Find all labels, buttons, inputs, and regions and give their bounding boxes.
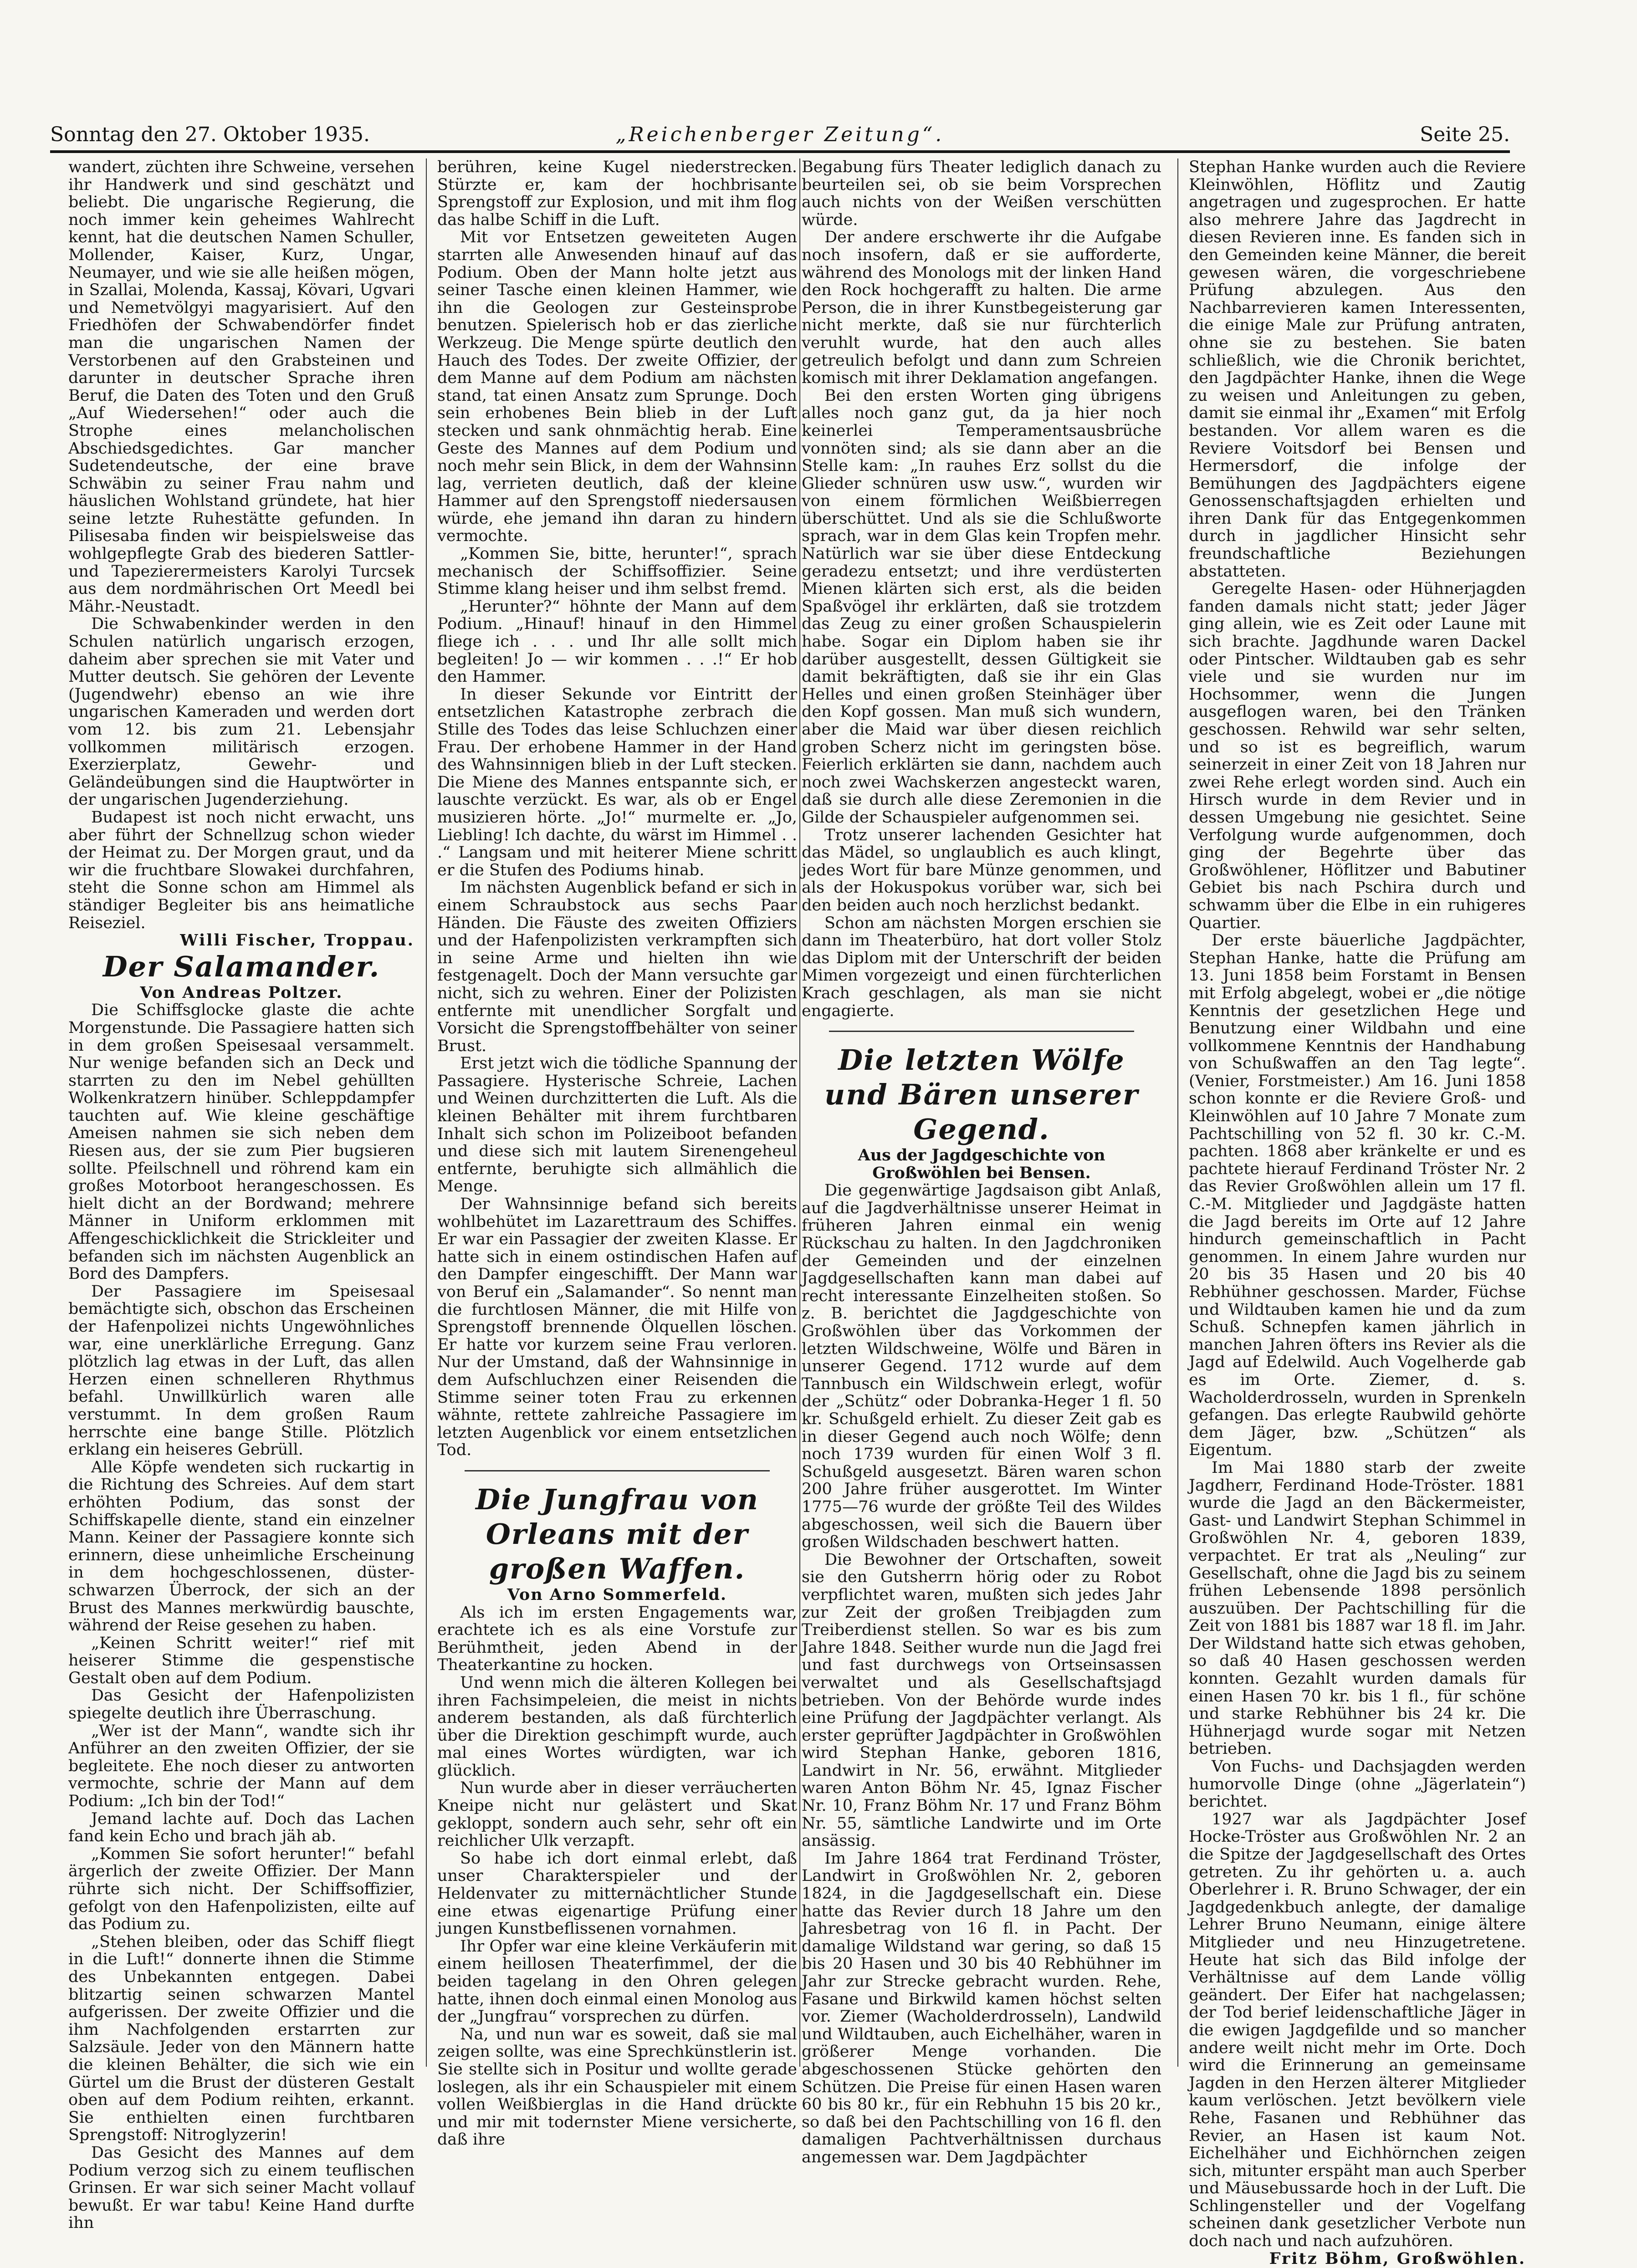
- paragraph: „Keinen Schritt weiter!“ rief mit heiserer Stimme die gespenstische Gestalt oben auf dem Podium.: [68, 1634, 414, 1687]
- paragraph: Im Jahre 1864 trat Ferdinand Tröster, Landwirt in Großwöhlen Nr. 2, geboren 1824, in die Jagdgesellschaft ein. Diese hatte das Revier durch 18 Jahre um den Jahresbetrag von 16 fl. in Pacht. Der damalige Wildstand war gering, so daß 15 bis 20 Hasen und 30 bis 40 Rebhühner im Jahr zur Strecke gebracht wurden. Rehe, Fasane und Birkwild kamen höchst selten vor. Ziemer (Wacholderdrosseln), Landwild und Wildtauben, auch Eichelhäher, waren in größerer Menge vorhanden. Die abgeschossenen Stücke gehörten den Schützen. Die Preise für einen Hasen waren 60 bis 80 kr., für ein Rebhuhn 15 bis 20 kr., so daß bei den Pachtschilling von 16 fl. den damaligen Pachtverhältnissen durchaus angemessen war. Dem Jagdpächter: [802, 1849, 1161, 2166]
- page-number: Seite 25.: [1420, 123, 1510, 146]
- paragraph: „Kommen Sie, bitte, herunter!“, sprach mechanisch der Schiffsoffizier. Seine Stimme klang heiser und ihm selbst fremd.: [437, 545, 797, 598]
- paragraph: In dieser Sekunde vor Eintritt der entsetzlichen Katastrophe zerbrach die Stille des Todes das leise Schluchzen einer Frau. Der erhobene Hammer in der Hand des Wahnsinnigen blieb in der Luft stecken. Die Miene des Mannes entspannte sich, er lauschte verzückt. Es war, als ob er Engel musizieren hörte. „Jo!“ murmelte er. „Jo, Liebling! Ich dachte, du wärst im Himmel . . .“ Langsam und mit heiterer Miene schritt er die Stufen des Podiums hinab.: [437, 685, 797, 879]
- paragraph: Nun wurde aber in dieser verräucherten Kneipe nicht nur gelästert und Skat gekloppt, sondern auch sehr, sehr oft ein reichlicher Ulk verzapft.: [437, 1779, 797, 1850]
- paragraph: Ihr Opfer war eine kleine Verkäuferin mit einem heillosen Theaterfimmel, der die beiden tagelang in den Ohren gelegen hatte, ihnen doch einmal einen Monolog aus der „Jungfrau“ vorsprechen zu dürfen.: [437, 1937, 797, 2026]
- column-rule: [799, 158, 800, 2067]
- paragraph: wandert, züchten ihre Schweine, versehen ihr Handwerk und sind geschätzt und beliebt. Die ungarische Regierung, die noch immer kein geheimes Wahlrecht kennt, hat die deutschen Namen Schuller, Mollender, Kaiser, Kurz, Ungar, Neumayer, und wie sie alle heißen mögen, in Szallai, Molenda, Kassaj, Kövari, Ugvari und Nemetvölgyi magyarisiert. Auf den Friedhöfen der Schwabendörfer findet man die ungarischen Namen der Verstorbenen auf den Grabsteinen und darunter in deutscher Sprache ihren Beruf, die Daten des Toten und den Gruß „Auf Wiedersehen!“ oder auch die Strophe eines melancholischen Abschiedsgedichtes. Gar mancher Sudetendeutsche, der eine brave Schwäbin zu seiner Frau nahm und häuslichen Wohlstand gründete, hat hier seine letzte Ruhestätte gefunden. In Pilisesaba finden wir beispielsweise das wohlgepflegte Grab des biederen Sattler- und Tapezierermeisters Karolyi Turcsek aus dem nordmährischen Ort Meedl bei Mähr.-Neustadt.: [68, 158, 414, 616]
- paragraph: Budapest ist noch nicht erwacht, uns aber führt der Schnellzug schon wieder der Heimat zu. Der Morgen graut, und da wir die fruchtbare Slowakei durchfahren, steht die Sonne schon am Himmel als ständiger Begleiter bis ans heimatliche Reiseziel.: [68, 808, 414, 932]
- paragraph: Begabung fürs Theater lediglich danach zu beurteilen sei, ob sie beim Vorsprechen auch nichts von der Weißen verschütten würde.: [802, 158, 1161, 229]
- newspaper-title: „Reichenberger Zeitung“.: [615, 123, 945, 146]
- paragraph: berühren, keine Kugel niederstrecken. Stürzte er, kam der hochbrisante Sprengstoff zur Explosion, und mit ihm flog das halbe Schiff in die Luft.: [437, 158, 797, 229]
- article-headline: Der Salamander.: [102, 950, 380, 983]
- column-4: [1189, 158, 1526, 2268]
- paragraph: Als ich im ersten Engagements war, erachtete ich es als eine Vorstufe zur Berühmtheit, jeden Abend in der Theaterkantine zu hocken.: [437, 1603, 797, 1675]
- paragraph: Der Passagiere im Speisesaal bemächtigte sich, obschon das Erscheinen der Hafenpolizei nichts Ungewöhnliches war, eine unerklärliche Erregung. Ganz plötzlich lag etwas in der Luft, das allen Herzen einen schnelleren Rhythmus befahl. Unwillkürlich waren alle verstummt. In dem großen Raum herrschte eine bange Stille. Plötzlich erklang ein heiseres Gebrüll.: [68, 1282, 414, 1459]
- paragraph: Von Fuchs- und Dachsjagden werden humorvolle Dinge (ohne „Jägerlatein“) berichtet.: [1189, 1757, 1526, 1811]
- paragraph: Die Schwabenkinder werden in den Schulen natürlich ungarisch erzogen, daheim aber sprechen sie mit Vater und Mutter deutsch. Sie gehören der Levente (Jugendwehr) ebenso an wie ihre ungarischen Kameraden und werden dort vom 12. bis zum 21. Lebensjahr vollkommen militärisch erzogen. Exerzierplatz, Gewehr- und Geländeübungen sind die Hauptwörter in der ungarischen Jugenderziehung.: [68, 615, 414, 809]
- paragraph: Schon am nächsten Morgen erschien sie dann im Theaterbüro, hat dort voller Stolz das Diplom mit der Unterschrift der beiden Mimen vorgezeigt und einen fürchterlichen Krach geschlagen, als man sie nicht engagierte.: [802, 914, 1161, 1020]
- paragraph: Der Wahnsinnige befand sich bereits wohlbehütet im Lazarettraum des Schiffes. Er war ein Passagier der zweiten Klasse. Er hatte sich in einem ostindischen Hafen auf den Dampfer eingeschifft. Der Mann war von Beruf ein „Salamander“. So nennt man die furchtlosen Männer, die mit Hilfe von Sprengstoff brennende Ölquellen löschen. Er hatte vor kurzem seine Frau verloren. Nur der Umstand, daß der Wahnsinnige in dem Aufschluchzen einer Reisenden die Stimme seiner toten Frau zu erkennen wähnte, rettete zahlreiche Passagiere im letzten Augenblick vor einem entsetzlichen Tod.: [437, 1195, 797, 1460]
- paragraph: Erst jetzt wich die tödliche Spannung der Passagiere. Hysterische Schreie, Lachen und Weinen durchzitterten die Luft. Als die kleinen Behälter mit ihrem furchtbaren Inhalt sich schon im Polizeiboot befanden und diese sich mit lautem Sirenengeheul entfernte, beruhigte sich allmählich die Menge.: [437, 1054, 797, 1196]
- paragraph: „Stehen bleiben, oder das Schiff fliegt in die Luft!“ donnerte ihnen die Stimme des Unbekannten entgegen. Dabei blitzartig seinen schwarzen Mantel aufgerissen. Der zweite Offizier und die ihm Nachfolgenden erstarrten zur Salzsäule. Jeder von den Männern hatte die kleinen Behälter, die sich wie ein Gürtel um die Brust der düsteren Gestalt oben auf dem Podium reihten, erkannt. Sie enthielten einen furchtbaren Sprengstoff: Nitroglyzerin!: [68, 1932, 414, 2145]
- article-byline: Von Andreas Poltzer.: [140, 983, 343, 1002]
- paragraph: „Kommen Sie sofort herunter!“ befahl ärgerlich der zweite Offizier. Der Mann rührte sich nicht. Der Schiffsoffizier, gefolgt von den Hafenpolizisten, eilte auf das Podium zu.: [68, 1844, 414, 1934]
- article-signature: Willi Fischer, Troppau.: [180, 931, 414, 950]
- header-rule: [50, 150, 1510, 153]
- paragraph: Geregelte Hasen- oder Hühnerjagden fanden damals nicht statt; jeder Jäger ging allein, wie es Zeit oder Laune mit sich brachte. Jagdhunde waren Dackel oder Pintscher. Wildtauben gab es sehr viele und sie wurden nur im Hochsommer, wenn die Jungen ausgeflogen waren, bei den Tränken geschossen. Rehwild war sehr selten, und so ist es begreiflich, warum seinerzeit in einer Zeit von 18 Jahren nur zwei Rehe erlegt worden sind. Auch ein Hirsch wurde in dem Revier und in dessen Umgebung nie gesichtet. Seine Verfolgung wurde aufgenommen, doch ging der Begehrte über das Großwöhlener, Höflitzer und Babutiner Gebiet bis nach Pschira durch und schwamm über die Elbe in ein ruhigeres Quartier.: [1189, 580, 1526, 932]
- column-rule: [1177, 158, 1178, 2067]
- paragraph: Die gegenwärtige Jagdsaison gibt Anlaß, auf die Jagdverhältnisse unserer Heimat in früheren Jahren einmal ein wenig Rückschau zu halten. In den Jagdchroniken der Gemeinden und der einzelnen Jagdgesellschaften kann man dabei auf recht interessante Einzelheiten stoßen. So z. B. berichtet die Jagdgeschichte von Großwöhlen über das Vorkommen der letzten Wildschweine, Wölfe und Bären in unserer Gegend. 1712 wurde auf dem Tannbusch ein Wildschwein erlegt, wofür der „Schütz“ oder Dobranka-Heger 1 fl. 50 kr. Schußgeld erhielt. Zu dieser Zeit gab es in dieser Gegend auch noch Wölfe; denn noch 1739 wurden für einen Wolf 3 fl. Schußgeld ausgesetzt. Bären waren schon 200 Jahre früher ausgerottet. Im Winter 1775—76 wurde der größte Teil des Wildes abgeschossen, weil sich die Bauern über großen Wildschaden beschwert hatten.: [802, 1181, 1161, 1552]
- paragraph: Im Mai 1880 starb der zweite Jagdherr, Ferdinand Hode-Tröster. 1881 wurde die Jagd an den Bäckermeister, Gast- und Landwirt Stephan Schimmel in Großwöhlen Nr. 4, geboren 1839, verpachtet. Er trat als „Neuling“ zur Gesellschaft, ohne die Jagd bis zu seinem frühen Lebensende 1898 persönlich auszuüben. Der Pachtschilling für die Zeit von 1881 bis 1887 war 18 fl. im Jahr. Der Wildstand hatte sich etwas gehoben, so daß 40 Hasen geschossen werden konnten. Gezahlt wurden damals für einen Hasen 70 kr. bis 1 fl., für schöne und starke Rebhühner bis 24 kr. Die Hühnerjagd wurde sogar mit Netzen betrieben.: [1189, 1458, 1526, 1758]
- paragraph: Trotz unserer lachenden Gesichter hat das Mädel, so unglaublich es auch klingt, jedes Wort für bare Münze genommen, und als der Hokuspokus vorüber war, sich bei den beiden auch noch herzlichst bedankt.: [802, 826, 1161, 914]
- issue-date: Sonntag den 27. Oktober 1935.: [50, 123, 370, 146]
- paragraph: Die Bewohner der Ortschaften, soweit sie den Gutsherrn hörig oder zu Robot verpflichtet waren, mußten sich jedes Jahr zur Zeit der großen Treibjagden zum Treiberdienst stellen. So war es bis zum Jahre 1848. Seither wurde nun die Jagd frei und fast durchwegs von Ortseinsassen verwaltet und als Gesellschaftsjagd betrieben. Von der Behörde wurde indes eine Prüfung der Jagdpächter verlangt. Als erster geprüfter Jagdpächter in Großwöhlen wird Stephan Hanke, geboren 1816, Landwirt in Nr. 56, erwähnt. Mitglieder waren Anton Böhm Nr. 45, Ignaz Fischer Nr. 10, Franz Böhm Nr. 17 und Franz Böhm Nr. 55, sämtliche Landwirte und im Orte ansässig.: [802, 1550, 1161, 1850]
- paragraph: So habe ich dort einmal erlebt, daß unser Charakterspieler und der Heldenvater zu mitternächtlicher Stunde eine etwas eigenartige Prüfung einer jungen Kunstbeflissenen vornahmen.: [437, 1849, 797, 1938]
- page-header: [50, 114, 1510, 155]
- paragraph: 1927 war als Jagdpächter Josef Hocke-Tröster aus Großwöhlen Nr. 2 an die Spitze der Jagdgesellschaft des Ortes getreten. Zu ihr gehörten u. a. auch Oberlehrer i. R. Bruno Schwager, der ein Jagdgedenkbuch anlegte, der damalige Lehrer Bruno Neumann, einige ältere Mitglieder und neu Hinzugetretene. Heute hat sich das Bild infolge der Verhältnisse auf dem Lande völlig geändert. Der Eifer hat nachgelassen; der Tod berief leidenschaftliche Jäger in die ewigen Jagdgefilde und so mancher andere weilt nicht mehr im Orte. Doch wird die Erinnerung an gemeinsame Jagden in den Herzen älterer Mitglieder kaum verlöschen. Jetzt bevölkern viele Rehe, Fasanen und Rebhühner das Revier, an Hasen ist kaum Not. Eichelhäher und Eichhörnchen zeigen sich, mitunter erspäht man auch Sperber und Mäusebussarde hoch in der Luft. Die Schlingensteller und der Vogelfang scheinen dank gesetzlicher Verbote nun doch nach und nach aufzuhören.: [1189, 1810, 1526, 2251]
- article-headline: Die letzten Wölfe und Bären unserer Gegend.: [824, 1043, 1139, 1146]
- paragraph: Der andere erschwerte ihr die Aufgabe noch insofern, daß er sie aufforderte, während des Monologs mit der linken Hand den Rock hochgerafft zu halten. Die arme Person, die in ihrer Kunstbegeisterung gar nicht merkte, daß sie nur fürchterlich veruhlt wurde, hat den auch alles getreulich befolgt und dann zum Schreien komisch mit ihrer Deklamation angefangen.: [802, 228, 1161, 388]
- article-byline: Von Arno Sommerfeld.: [507, 1585, 727, 1604]
- paragraph: Jemand lachte auf. Doch das Lachen fand kein Echo und brach jäh ab.: [68, 1809, 414, 1846]
- column-1: [68, 158, 414, 2232]
- article-separator: [829, 1031, 1134, 1032]
- article-headline: Die Jungfrau von Orleans mit der großen Waffen.: [476, 1482, 759, 1585]
- paragraph: „Herunter?“ höhnte der Mann auf dem Podium. „Hinauf! hinauf in den Himmel fliege ich . . . und Ihr alle sollt mich begleiten! Jo — wir kommen . . .!“ Er hob den Hammer.: [437, 597, 797, 686]
- paragraph: Die Schiffsglocke glaste die achte Morgenstunde. Die Passagiere hatten sich in dem großen Speisesaal versammelt. Nur wenige befanden sich an Deck und starrten zu den im Nebel gehüllten Wolkenkratzern hinüber. Schleppdampfer tauchten auf. Wie kleine geschäftige Ameisen nahmen sie sich neben dem Riesen aus, der sie zum Pier bugsieren sollte. Pfeilschnell und röhrend kam ein großes Motorboot herangeschossen. Es hielt dicht an der Bordwand; mehrere Männer in Uniform erklommen mit Affengeschicklichkeit die Strickleiter und befanden sich im nächsten Augenblick an Bord des Dampfers.: [68, 1001, 414, 1283]
- paragraph: Das Gesicht der Hafenpolizisten spiegelte deutlich ihre Überraschung.: [68, 1686, 414, 1723]
- paragraph: Bei den ersten Worten ging übrigens alles noch ganz gut, da ja hier noch keinerlei Temperamentsausbrüche vonnöten sind; als sie dann aber an die Stelle kam: „In rauhes Erz sollst du die Glieder schnüren usw usw.“, wurden wir von einem förmlichen Weißbierregen überschüttet. Und als sie die Schlußworte sprach, war in dem Glas kein Tropfen mehr. Natürlich war sie über diese Entdeckung geradezu entsetzt; und ihre verdüsterten Mienen klärten sich erst, als die beiden Spaßvögel ihr erklärten, daß sie trotzdem das Zeug zu einer großen Schauspielerin habe. Sogar ein Diplom haben sie ihr darüber ausgestellt, dessen Gültigkeit sie damit bekräftigten, daß sie ihr ein Glas Helles und einen großen Steinhäger über den Kopf gossen. Man muß sich wundern, aber die Maid war über diesen reichlich groben Scherz nicht im geringsten böse. Feierlich erklärten sie dann, nachdem auch noch zwei Wachskerzen angesteckt waren, daß sie durch alle diese Zeremonien in die Gilde der Schauspieler aufgenommen sei.: [802, 386, 1161, 827]
- column-2: [437, 158, 797, 2149]
- article-signature: Fritz Böhm, Großwöhlen.: [1269, 2249, 1526, 2268]
- paragraph: Das Gesicht des Mannes auf dem Podium verzog sich zu einem teuflischen Grinsen. Er war sich seiner Macht vollauf bewußt. Er war tabu! Keine Hand durfte ihn: [68, 2143, 414, 2232]
- paragraph: Alle Köpfe wendeten sich ruckartig in die Richtung des Schreies. Auf dem start erhöhten Podium, das sonst der Schiffskapelle diente, stand ein einzelner Mann. Keiner der Passagiere konnte sich erinnern, diese unheimliche Erscheinung in dem hochgeschlossenen, düster-schwarzen Überrock, der sich an der Brust des Mannes merkwürdig bauschte, während der Reise gesehen zu haben.: [68, 1458, 414, 1635]
- article-separator: [465, 1470, 770, 1471]
- paragraph: Und wenn mich die älteren Kollegen bei ihren Fachsimpeleien, die meist in nichts anderem bestanden, als daß fürchterlich über die Direktion geschimpft wurde, auch mal eines Wortes würdigten, war ich glücklich.: [437, 1673, 797, 1780]
- paragraph: Na, und nun war es soweit, daß sie mal zeigen sollte, was eine Sprechkünstlerin ist. Sie stellte sich in Positur und wollte gerade loslegen, als ihr ein Schauspieler mit einem vollen Weißbierglas in die Hand drückte und mir mit todernster Miene versicherte, daß ihre: [437, 2025, 797, 2149]
- paragraph: Im nächsten Augenblick befand er sich in einem Schraubstock aus sechs Paar Händen. Die Fäuste des zweiten Offiziers und der Hafenpolizisten verkrampften sich in seine Arme und hielten ihn wie festgenagelt. Doch der Mann versuchte gar nicht, sich zu wehren. Einer der Polizisten entfernte mit unendlicher Sorgfalt und Vorsicht die Sprengstoffbehälter von seiner Brust.: [437, 879, 797, 1055]
- paragraph: Mit vor Entsetzen geweiteten Augen starrten alle Anwesenden hinauf auf das Podium. Oben der Mann holte jetzt aus seiner Tasche einen kleinen Hammer, wie ihn die Geologen zur Gesteinsprobe benutzen. Spielerisch hob er das zierliche Werkzeug. Die Menge spürte deutlich den Hauch des Todes. Der zweite Offizier, der dem Manne auf dem Podium am nächsten stand, tat einen Ansatz zum Sprunge. Doch sein erhobenes Bein blieb in der Luft stecken und sank ohnmächtig herab. Eine Geste des Mannes auf dem Podium und noch mehr sein Blick, in dem der Wahnsinn lag, verrieten deutlich, daß der kleine Hammer auf den Sprengstoff niedersausen würde, ehe jemand ihn daran zu hindern vermochte.: [437, 228, 797, 546]
- column-rule: [426, 158, 427, 2067]
- article-subheadline: Aus der Jagdgeschichte von Großwöhlen bei Bensen.: [858, 1146, 1105, 1182]
- paragraph: „Wer ist der Mann“, wandte sich ihr Anführer an den zweiten Offizier, der sie begleitete. Ehe noch dieser zu antworten vermochte, schrie der Mann auf dem Podium: „Ich bin der Tod!“: [68, 1721, 414, 1811]
- column-3: [802, 158, 1161, 2166]
- paragraph: Stephan Hanke wurden auch die Reviere Kleinwöhlen, Höflitz und Zautig angetragen und zugesprochen. Er hatte also mehrere Jahre das Jagdrecht in diesen Revieren inne. Es fanden sich in den Gemeinden keine Männer, die bereit gewesen wären, die vorgeschriebene Prüfung abzulegen. Aus den Nachbarrevieren kamen Interessenten, die einige Male zur Prüfung antraten, ohne sie zu bestehen. Sie baten schließlich, wie die Chronik berichtet, den Jagdpächter Hanke, ihnen die Wege zu weisen und Anleitungen zu geben, damit sie einmal ihr „Examen“ mit Erfolg bestanden. Vor allem waren es die Reviere Voitsdorf bei Bensen und Hermersdorf, die infolge der Bemühungen des Jagdpächters eigene Genossenschaftsjagden erhielten und ihren Dank für das Entgegenkommen durch in jagdlicher Hinsicht sehr freundschaftliche Beziehungen abstatteten.: [1189, 158, 1526, 581]
- paragraph: Der erste bäuerliche Jagdpächter, Stephan Hanke, hatte die Prüfung am 13. Juni 1858 beim Forstamt in Bensen mit Erfolg abgelegt, wobei er „die nötige Kenntnis der gesetzlichen Hege und Benutzung einer Wildbahn und eine vollkommene Kenntnis der Handhabung von Schußwaffen an den Tag legte“. (Venier, Forstmeister.) Am 16. Juni 1858 schon konnte er die Reviere Groß- und Kleinwöhlen auf 10 Jahre 7 Monate zum Pachtschilling von 52 fl. 30 kr. C.-M. pachten. 1868 aber kränkelte er und es pachtete hierauf Ferdinand Tröster Nr. 2 das Revier Großwöhlen allein um 17 fl. C.-M. Mitglieder und Jagdgäste hatten die Jagd bereits im Orte auf 12 Jahre hindurch gemeinschaftlich in Pacht genommen. In einem Jahre wurden nur 20 bis 35 Hasen und 20 bis 40 Rebhühner geschossen. Marder, Füchse und Wildtauben kamen hie und da zum Schuß. Schnepfen kamen jährlich in manchen Jahren öfters ins Revier als die Jagd auf Edelwild. Auch Vogelherde gab es im Orte. Ziemer, d. s. Wacholderdrosseln, wurden in Sprenkeln gefangen. Das erlegte Raubwild gehörte dem Jäger, bzw. „Schützen“ als Eigentum.: [1189, 931, 1526, 1460]
